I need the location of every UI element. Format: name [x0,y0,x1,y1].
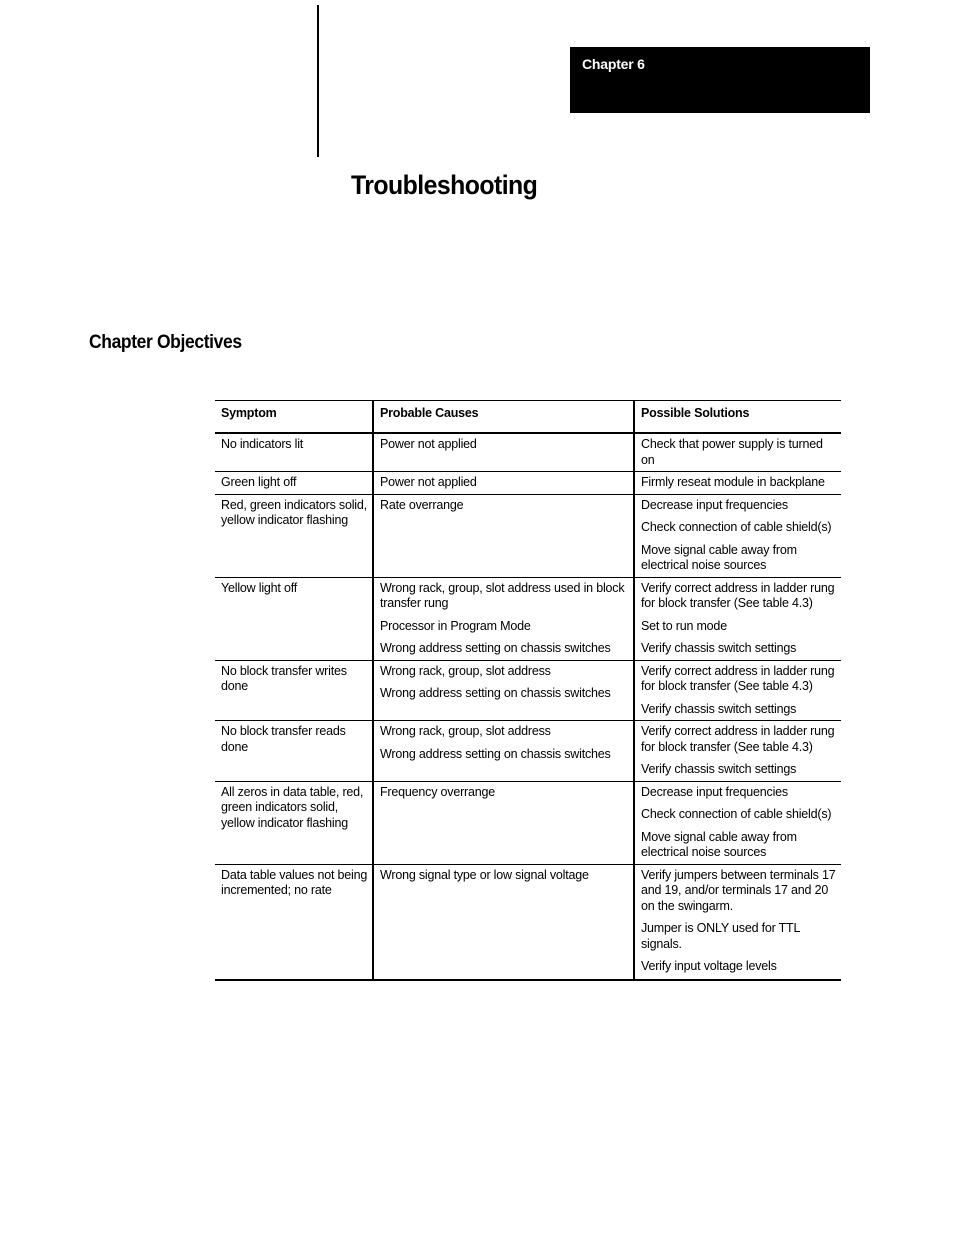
column-header-causes: Probable Causes [373,401,634,434]
symptom-cell [215,864,373,980]
solutions-cell [634,433,841,472]
solution-item: Decrease input frequencies [641,784,788,799]
table-header-row [215,401,841,434]
cause-item: Frequency overrange [380,784,496,799]
table-row [215,721,841,782]
solution-item: Verify jumpers between terminals 17 and 19, and/or terminals 17 and 20 on the swingarm. [641,867,836,913]
cause-item: Power not applied [380,475,477,489]
solutions-cell [634,472,841,495]
solution-item: Move signal cable away from electrical noise sources [641,829,797,859]
page-title: Troubleshooting [351,170,538,200]
cause-item: Wrong signal type or low signal voltage [380,867,589,882]
symptom-text: Data table values not being incremented; no rate [221,867,368,897]
solution-item: Check connection of cable shield(s) [641,520,832,534]
symptom-cell [215,577,373,660]
solution-item: Verify correct address in ladder rung for block transfer (See table 4.3) [641,663,835,693]
solutions-cell [634,721,841,782]
solutions-cell [634,781,841,864]
solution-item: Verify correct address in ladder rung for block transfer (See table 4.3) [641,724,835,754]
cause-item: Wrong address setting on chassis switches [380,641,611,655]
symptom-text: All zeros in data table, red, green indicators solid, yellow indicator flashing [221,784,364,830]
solution-item: Check connection of cable shield(s) [641,807,832,821]
symptom-text: Yellow light off [221,580,298,595]
symptom-cell [215,721,373,782]
symptom-cell [215,433,373,472]
cause-item: Wrong rack, group, slot address [380,724,551,738]
cause-item: Rate overrange [380,497,464,512]
symptom-cell [215,660,373,721]
solution-item: Check that power supply is turned on [641,437,823,467]
solution-item: Verify chassis switch settings [641,762,797,776]
cause-item: Processor in Program Mode [380,618,531,633]
solution-item: Verify input voltage levels [641,959,777,973]
causes-cell [373,494,634,577]
symptom-text: Green light off [221,475,297,489]
solution-item: Firmly reseat module in backplane [641,475,825,489]
table-row [215,494,841,577]
solution-item: Jumper is ONLY used for TTL signals. [641,921,800,951]
symptom-cell [215,781,373,864]
table-body [215,433,841,980]
solutions-cell [634,494,841,577]
section-heading: Chapter Objectives [89,332,242,353]
table-row [215,660,841,721]
column-header-solutions: Possible Solutions [634,401,841,434]
column-header-symptom: Symptom [215,401,373,434]
causes-cell [373,864,634,980]
causes-cell [373,721,634,782]
cause-item: Wrong rack, group, slot address [380,663,551,678]
solution-item: Verify chassis switch settings [641,701,797,716]
solution-item: Verify chassis switch settings [641,641,797,655]
solutions-cell [634,577,841,660]
table-row [215,577,841,660]
solutions-cell [634,660,841,721]
symptom-text: No block transfer reads done [221,724,346,754]
table-row [215,472,841,495]
solution-item: Move signal cable away from electrical noise sources [641,542,797,572]
causes-cell [373,660,634,721]
margin-rule [317,5,319,157]
causes-cell [373,781,634,864]
symptom-cell [215,494,373,577]
table-row [215,433,841,472]
cause-item: Wrong address setting on chassis switches [380,746,611,761]
cause-item: Wrong address setting on chassis switches [380,686,611,700]
cause-item: Wrong rack, group, slot address used in block transfer rung [380,580,625,610]
cause-item: Power not applied [380,437,477,451]
symptom-text: No block transfer writes done [221,663,347,693]
chapter-label: Chapter 6 [582,56,645,72]
solution-item: Set to run mode [641,618,727,633]
symptom-cell [215,472,373,495]
table-row [215,781,841,864]
troubleshooting-table [215,400,841,981]
causes-cell [373,577,634,660]
solutions-cell [634,864,841,980]
causes-cell [373,472,634,495]
symptom-text: No indicators lit [221,437,304,451]
table-row [215,864,841,980]
solution-item: Decrease input frequencies [641,497,788,512]
solution-item: Verify correct address in ladder rung for block transfer (See table 4.3) [641,580,835,610]
symptom-text: Red, green indicators solid, yellow indicator flashing [221,497,367,527]
causes-cell [373,433,634,472]
chapter-tab [570,47,870,113]
